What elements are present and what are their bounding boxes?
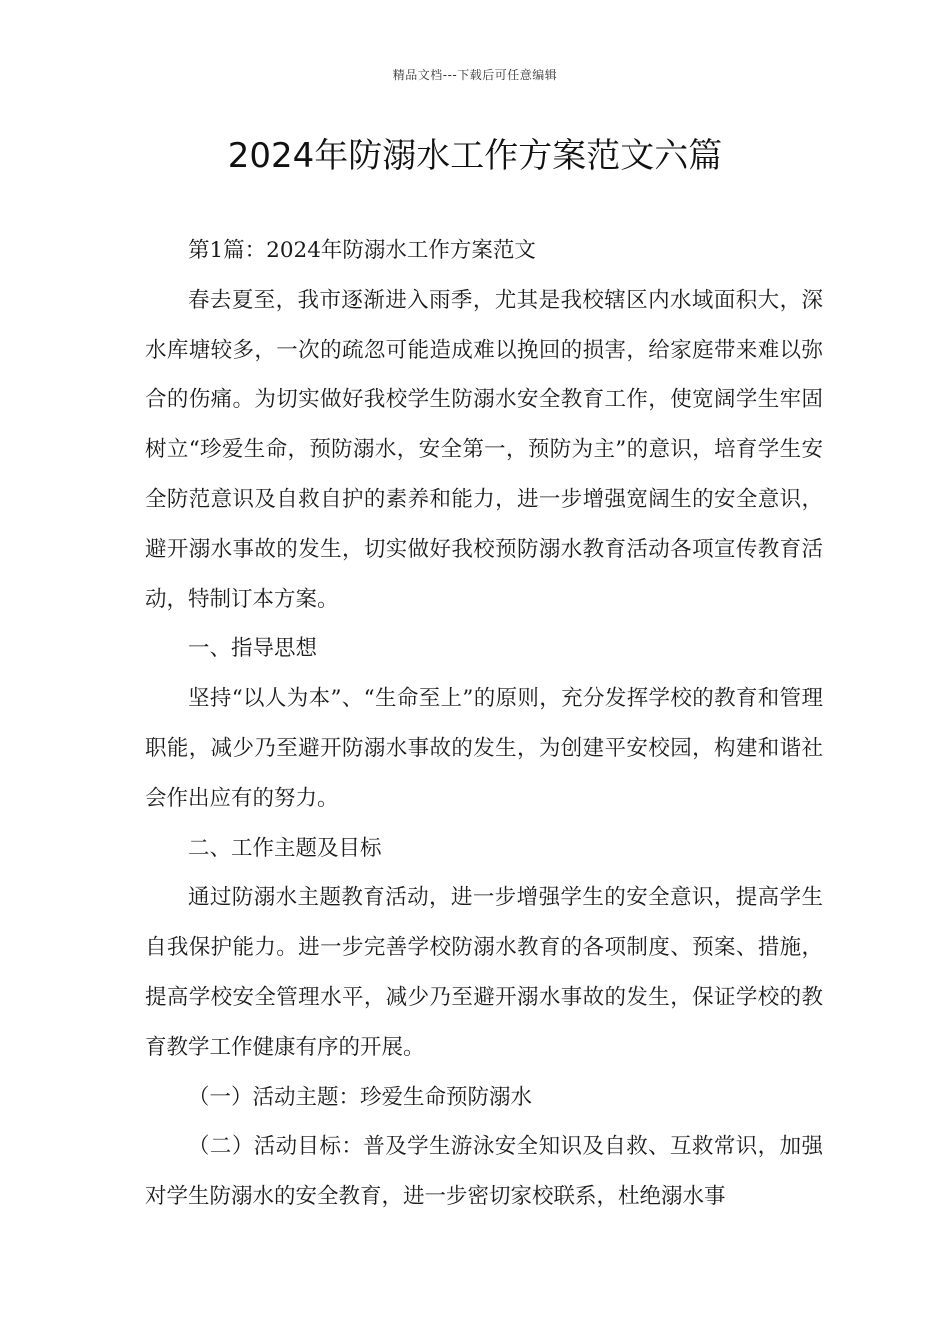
document-body	[145, 226, 823, 1222]
body-paragraph: 通过防溺水主题教育活动，进一步增强学生的安全意识，提高学生自我保护能力。进一步完善学校防溺水教育的各项制度、预案、措施，提高学校安全管理水平，减少乃至避开溺水事故的发生，保证学校的教育教学工作健康有序的开展。	[145, 885, 823, 1060]
header-note: 精品文档---下载后可任意编辑	[392, 68, 558, 82]
section-heading-part1: 第1篇：2024年防溺水工作方案范文	[188, 238, 536, 263]
document-title: 2024年防溺水工作方案范文六篇	[227, 136, 723, 176]
activity-goal: （二）活动目标：普及学生游泳安全知识及自救、互救常识，加强对学生防溺水的安全教育，进一步密切家校联系，杜绝溺水事	[145, 1134, 823, 1210]
section-heading-guiding-ideology: 一、指导思想	[188, 636, 318, 662]
section-heading-theme-goals: 二、工作主题及目标	[188, 835, 382, 861]
activity-theme: （一）活动主题：珍爱生命预防溺水	[188, 1084, 533, 1110]
body-paragraph: 坚持“以人为本”、“生命至上”的原则，充分发挥学校的教育和管理职能，减少乃至避开防溺水事故的发生，为创建平安校园，构建和谐社会作出应有的努力。	[145, 686, 823, 811]
body-paragraph: 春去夏至，我市逐渐进入雨季，尤其是我校辖区内水域面积大，深水库塘较多，一次的疏忽可能造成难以挽回的损害，给家庭带来难以弥合的伤痛。为切实做好我校学生防溺水安全教育工作，使宽阔学生牢固树立“珍爱生命，预防溺水，安全第一，预防为主”的意识，培育学生安全防范意识及自救自护的素养和能力，进一步增强宽阔生的安全意识，避开溺水事故的发生，切实做好我校预防溺水教育活动各项宣传教育活动，特制订本方案。	[145, 287, 823, 612]
